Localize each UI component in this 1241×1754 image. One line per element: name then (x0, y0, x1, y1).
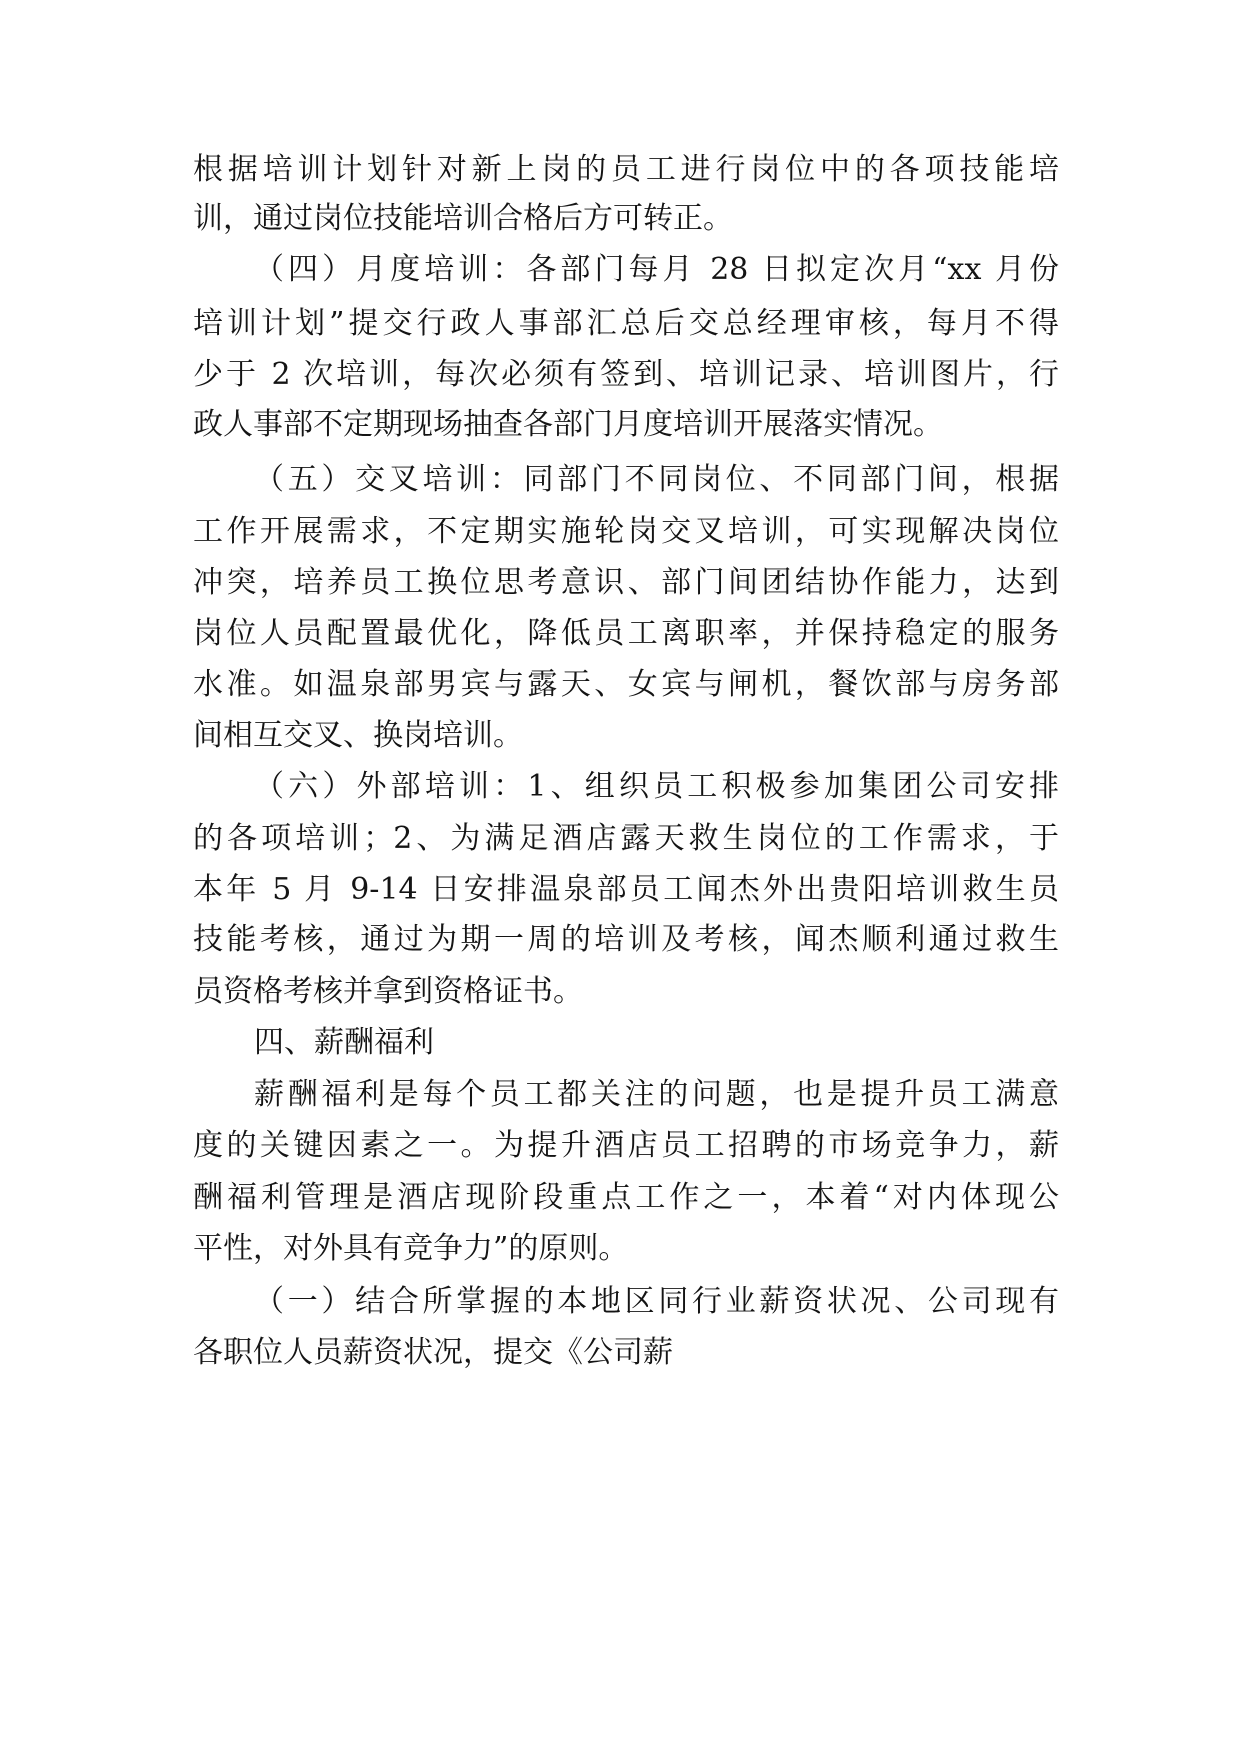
paragraph-line: 间相互交叉、换岗培训。 (193, 718, 523, 753)
paragraph-line: 薪酬福利是每个员工都关注的问题，也是提升员工满意 (254, 1077, 1059, 1112)
paragraph-line: 水准。如温泉部男宾与露天、女宾与闸机，餐饮部与房务部 (193, 667, 1059, 702)
paragraph-line: 工作开展需求，不定期实施轮岗交叉培训，可实现解决岗位 (193, 514, 1059, 549)
paragraph-line: 各职位人员薪资状况，提交《公司薪 (193, 1335, 673, 1370)
paragraph-line: 根据培训计划针对新上岗的员工进行岗位中的各项技能培 (193, 152, 1059, 187)
paragraph-line: （五）交叉培训：同部门不同岗位、不同部门间，根据 (254, 462, 1059, 497)
paragraph-line: （一）结合所掌握的本地区同行业薪资状况、公司现有 (254, 1284, 1059, 1319)
section-heading: 四、薪酬福利 (254, 1025, 434, 1060)
paragraph-line: （六）外部培训：1、组织员工积极参加集团公司安排 (254, 769, 1059, 804)
paragraph-line: 训，通过岗位技能培训合格后方可转正。 (193, 201, 733, 236)
paragraph-line: 酬福利管理是酒店现阶段重点工作之一，本着“对内体现公 (193, 1180, 1059, 1215)
paragraph-line: 少于 2 次培训，每次必须有签到、培训记录、培训图片，行 (193, 357, 1059, 392)
paragraph-line: 本年 5 月 9-14 日安排温泉部员工闻杰外出贵阳培训救生员 (193, 872, 1059, 907)
paragraph-line: 培训计划”提交行政人事部汇总后交总经理审核，每月不得 (193, 306, 1059, 341)
paragraph-line: 技能考核，通过为期一周的培训及考核，闻杰顺利通过救生 (193, 922, 1059, 957)
paragraph-line: 员资格考核并拿到资格证书。 (193, 974, 583, 1009)
paragraph-line: 政人事部不定期现场抽查各部门月度培训开展落实情况。 (193, 407, 943, 442)
paragraph-line: 度的关键因素之一。为提升酒店员工招聘的市场竞争力，薪 (193, 1128, 1059, 1163)
paragraph-line: 冲突，培养员工换位思考意识、部门间团结协作能力，达到 (193, 565, 1059, 600)
paragraph-line: 岗位人员配置最优化，降低员工离职率，并保持稳定的服务 (193, 616, 1059, 651)
paragraph-line: （四）月度培训：各部门每月 28 日拟定次月“xx 月份 (254, 252, 1059, 287)
paragraph-line: 平性，对外具有竞争力”的原则。 (193, 1231, 629, 1266)
paragraph-line: 的各项培训；2、为满足酒店露天救生岗位的工作需求，于 (193, 821, 1059, 856)
